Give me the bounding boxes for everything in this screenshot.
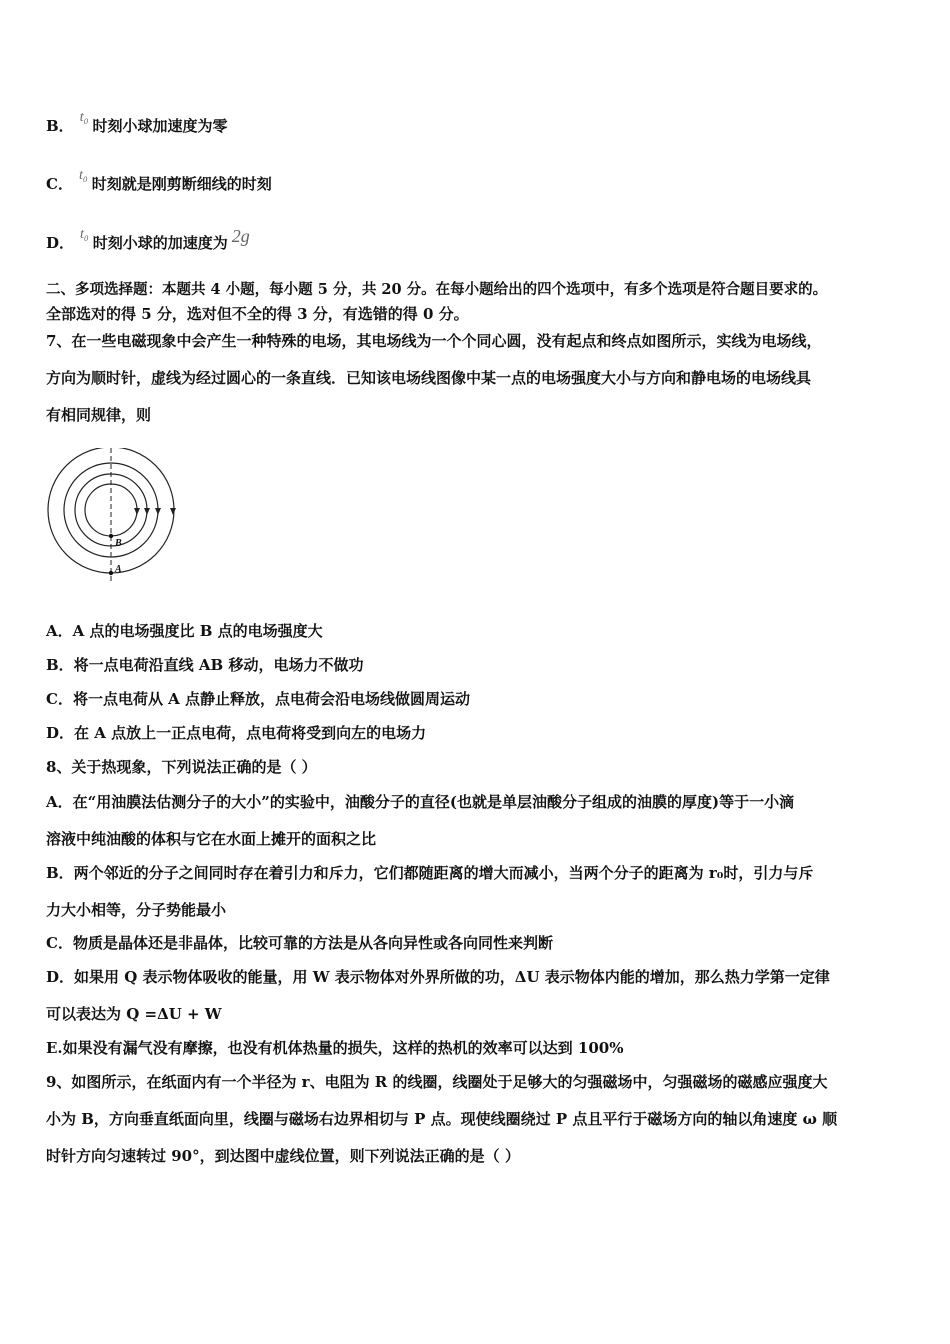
q6-option-c: C． t₀ 时刻就是刚剪断细线的时刻 <box>46 168 272 193</box>
q7-stem-line1: 7、在一些电磁现象中会产生一种特殊的电场，其电场线为一个个同心圆，没有起点和终点如图所示，实线为电场线， <box>46 332 822 350</box>
q7-stem-line2: 方向为顺时针，虚线为经过圆心的一条直线．已知该电场线图像中某一点的电场强度大小与方向和静电场的电场线具 <box>46 369 812 387</box>
q8-option-a-line1: A．在“用油膜法估测分子的大小”的实验中，油酸分子的直径(也就是单层油酸分子组成的油膜的厚度)等于一小滴 <box>46 793 795 811</box>
arrow-icon <box>170 508 176 515</box>
q9-stem-line2: 小为 B，方向垂直纸面向里，线圈与磁场右边界相切与 P 点。现使线圈绕过 P 点且平行于磁场方向的轴以角速度 ω 顺 <box>46 1110 838 1128</box>
q8-option-c: C．物质是晶体还是非晶体，比较可靠的方法是从各向异性或各向同性来判断 <box>46 934 553 952</box>
q8-option-e: E.如果没有漏气没有摩擦，也没有机体热量的损失，这样的热机的效率可以达到 100% <box>46 1039 624 1057</box>
q8-option-d-line1: D．如果用 Q 表示物体吸收的能量，用 W 表示物体对外界所做的功，ΔU 表示物体内能的增加，那么热力学第一定律 <box>46 968 830 986</box>
point-a <box>109 571 113 575</box>
arrow-icon <box>134 508 140 515</box>
q7-option-d: D．在 A 点放上一正点电荷，点电荷将受到向左的电场力 <box>46 724 427 742</box>
q7-option-a: A．A 点的电场强度比 B 点的电场强度大 <box>46 622 323 640</box>
q6-option-b: B． t₀ 时刻小球加速度为零 <box>46 110 228 135</box>
label-a: A <box>115 564 122 575</box>
q6-option-d: D． t₀ 时刻小球的加速度为 2g <box>46 226 250 252</box>
t0-symbol: t₀ <box>78 168 88 183</box>
concentric-field-lines-diagram <box>44 448 184 583</box>
q9-stem-line3: 时针方向匀速转过 90°，到达图中虚线位置，则下列说法正确的是（ ） <box>46 1147 520 1165</box>
2g-symbol: 2g <box>231 226 250 246</box>
q8-option-d-line2: 可以表达为 Q =ΔU + W <box>46 1005 222 1023</box>
t0-symbol: t₀ <box>79 110 89 125</box>
q7-option-b: B．将一点电荷沿直线 AB 移动，电场力不做功 <box>46 656 364 674</box>
q9-stem-line1: 9、如图所示，在纸面内有一个半径为 r、电阻为 R 的线圈，线圈处于足够大的匀强磁场中，匀强磁场的磁感应强度大 <box>46 1073 828 1091</box>
q7-stem-line3: 有相同规律，则 <box>46 406 152 424</box>
label-b: B <box>115 538 122 549</box>
section-heading-line2: 全部选对的得 5 分，选对但不全的得 3 分，有选错的得 0 分。 <box>46 305 469 323</box>
section-heading-line1: 二、多项选择题：本题共 4 小题，每小题 5 分，共 20 分。在每小题给出的四个选项中，有多个选项是符合题目要求的。 <box>46 281 828 298</box>
t0-symbol: t₀ <box>80 227 89 242</box>
arrow-icon <box>155 508 161 515</box>
q7-option-c: C．将一点电荷从 A 点静止释放，点电荷会沿电场线做圆周运动 <box>46 690 471 708</box>
q8-option-a-line2: 溶液中纯油酸的体积与它在水面上摊开的面积之比 <box>46 830 377 848</box>
q8-option-b-line1: B．两个邻近的分子之间同时存在着引力和斥力，它们都随距离的增大而减小，当两个分子的距离为 r₀时，引力与斥 <box>46 864 814 882</box>
arrow-icon <box>144 508 150 515</box>
q8-stem: 8、关于热现象，下列说法正确的是（ ） <box>46 758 317 776</box>
point-b <box>109 534 113 538</box>
q8-option-b-line2: 力大小相等，分子势能最小 <box>46 901 227 919</box>
field-line-circle-2 <box>64 463 158 557</box>
